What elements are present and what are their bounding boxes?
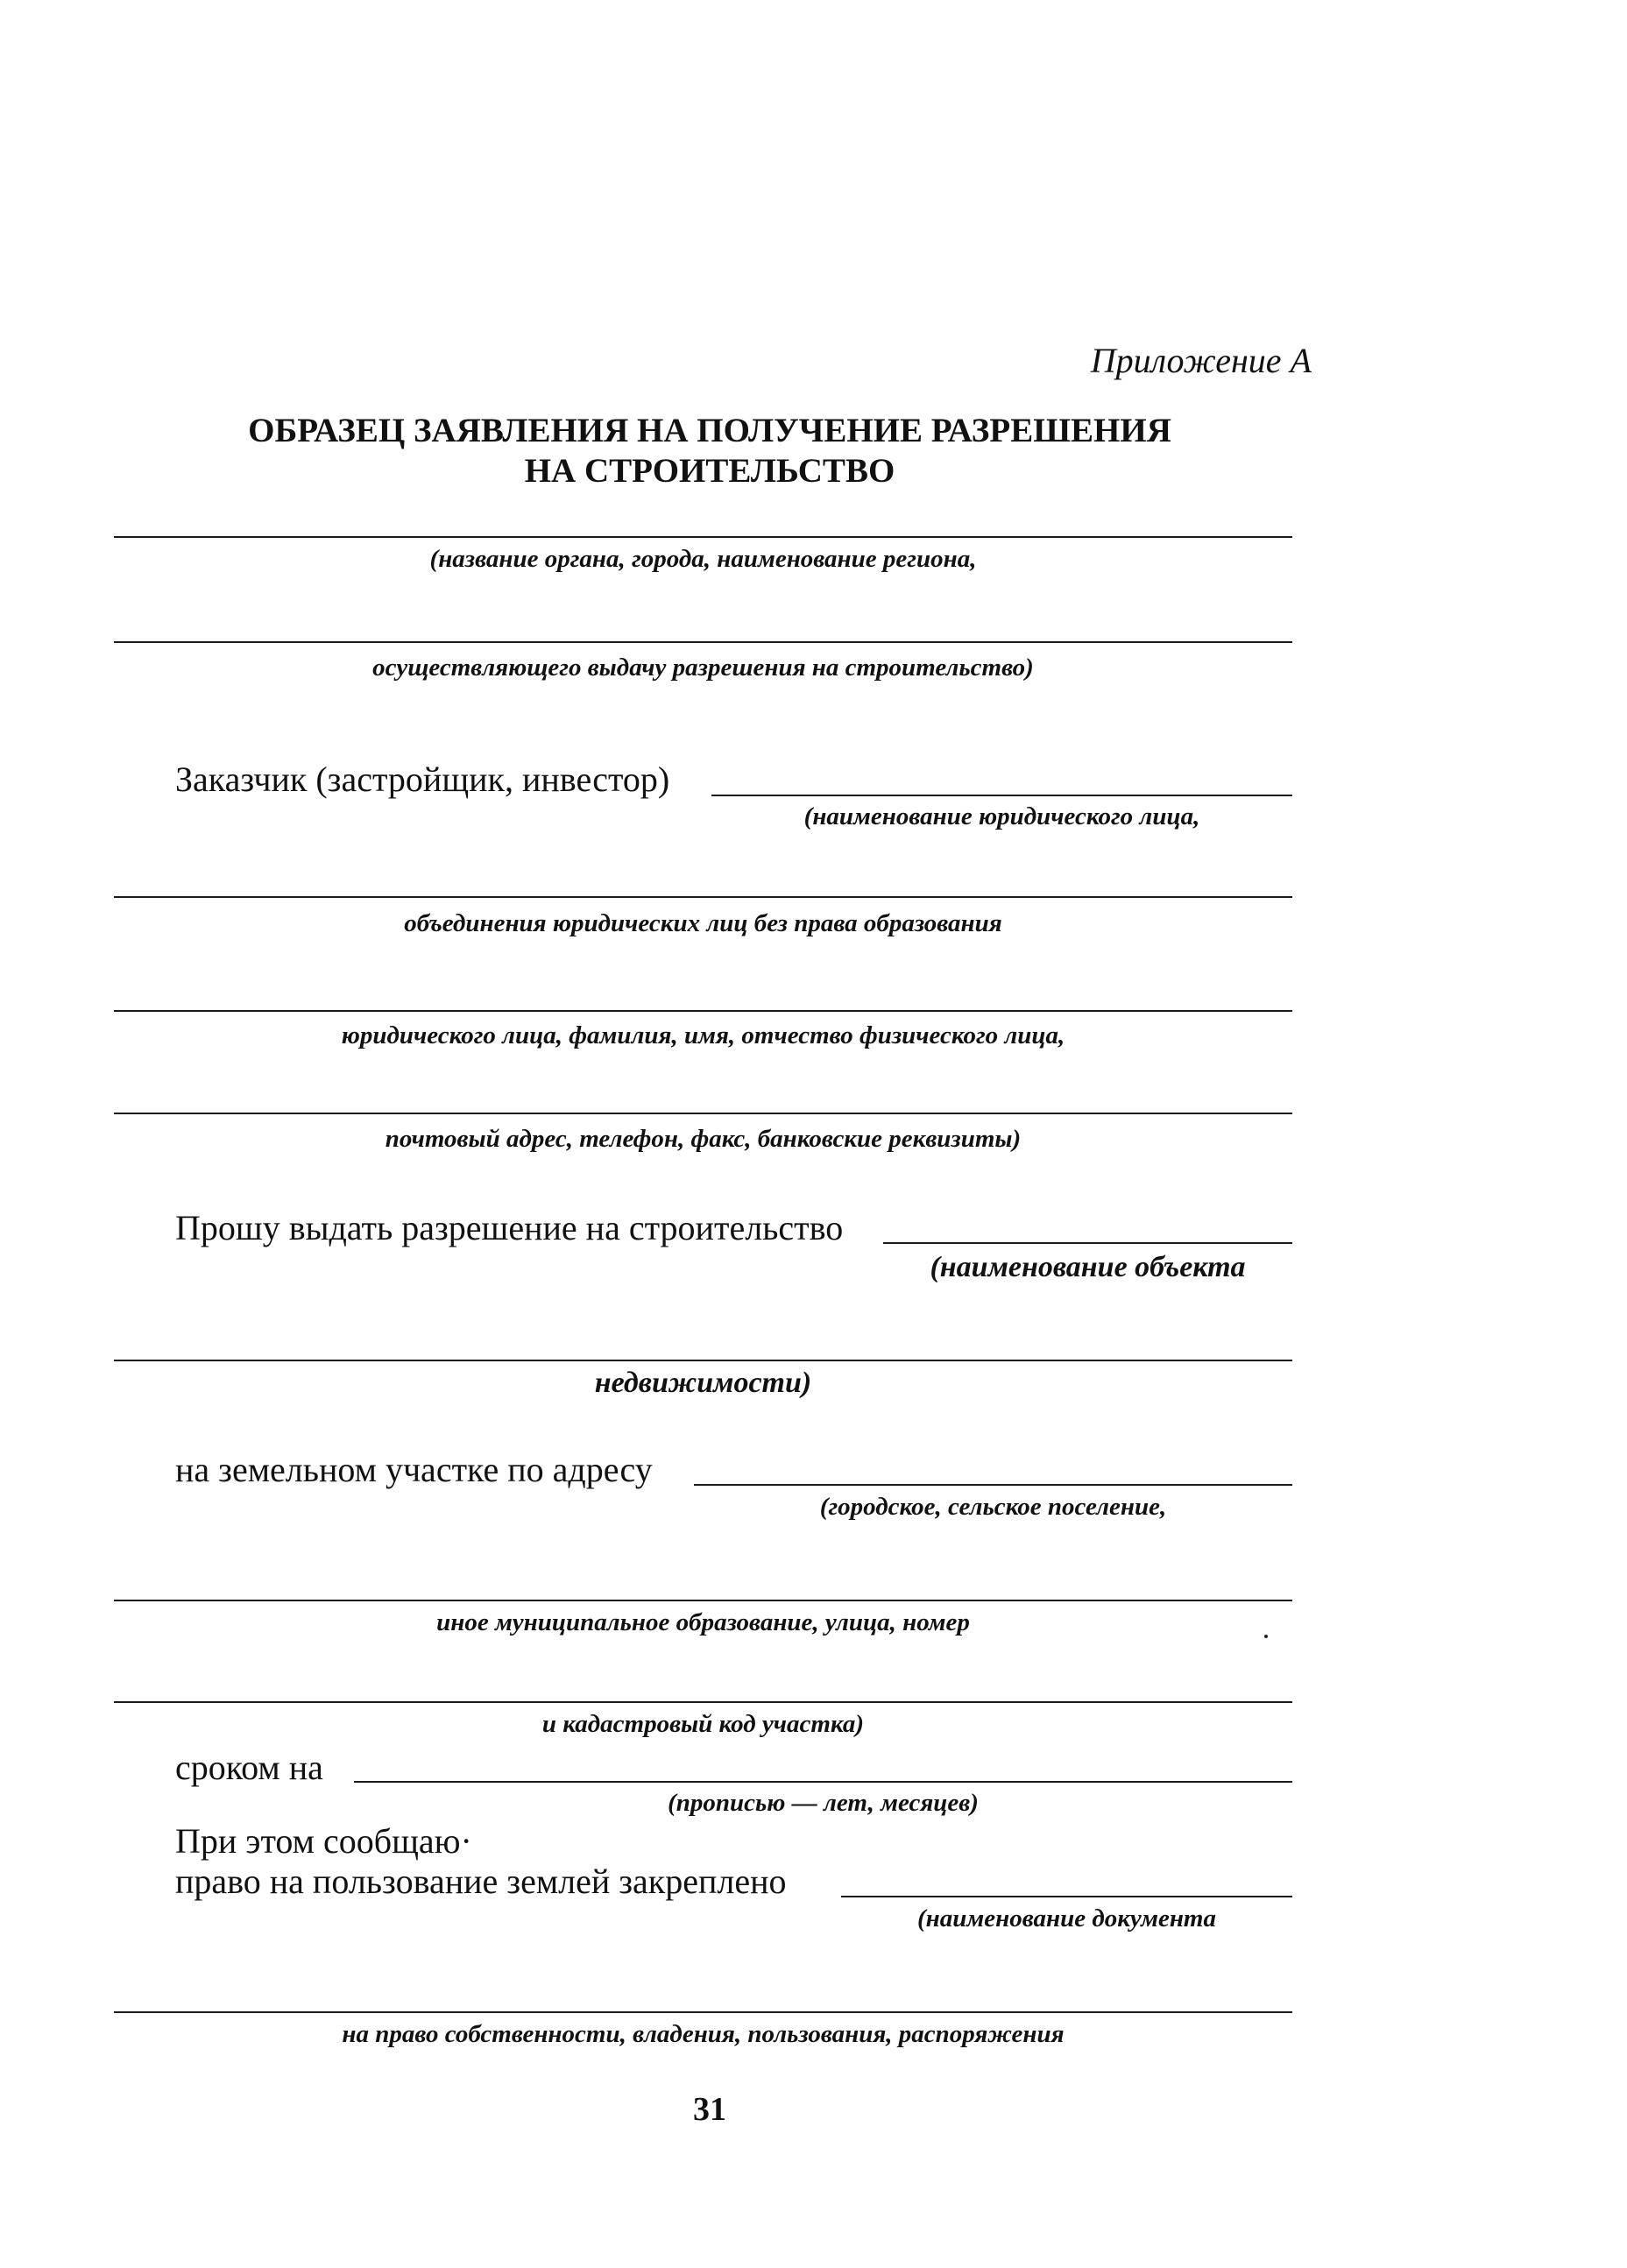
- customer-line-4: [114, 1113, 1292, 1114]
- customer-line: [711, 795, 1292, 796]
- request-line: [883, 1242, 1292, 1244]
- land-plot-line: [694, 1484, 1292, 1486]
- land-right-caption-2: на право собственности, владения, пользования, распоряжения: [342, 2020, 1065, 2048]
- land-plot-line-3: [114, 1701, 1292, 1703]
- page-number: 31: [693, 2091, 726, 2128]
- scan-speck: [1264, 1635, 1268, 1638]
- term-line: [354, 1781, 1292, 1783]
- customer-caption-3: юридического лица, фамилия, имя, отчество физического лица,: [341, 1021, 1065, 1049]
- customer-caption-2: объединения юридических лиц без права образования: [404, 909, 1002, 937]
- document-title-line1: ОБРАЗЕЦ ЗАЯВЛЕНИЯ НА ПОЛУЧЕНИЕ РАЗРЕШЕНИЯ: [248, 412, 1171, 449]
- appendix-label: Приложение А: [1090, 341, 1312, 380]
- request-label: Прошу выдать разрешение на строительство: [175, 1208, 844, 1247]
- customer-line-3: [114, 1010, 1292, 1012]
- document-title-line2: НА СТРОИТЕЛЬСТВО: [524, 452, 895, 490]
- request-caption-2: недвижимости): [594, 1367, 812, 1399]
- authority-line-1: [114, 536, 1292, 538]
- authority-line-2: [114, 641, 1292, 643]
- land-plot-caption-3: и кадастровый код участка): [541, 1710, 865, 1738]
- customer-caption-1: (наименование юридического лица,: [803, 802, 1200, 830]
- term-caption: (прописью — лет, месяцев): [668, 1789, 979, 1817]
- request-caption-1: (наименование объекта: [930, 1251, 1246, 1283]
- land-plot-label: на земельном участке по адресу: [175, 1450, 653, 1489]
- customer-line-2: [114, 896, 1292, 898]
- land-right-caption-1: (наименование документа: [917, 1904, 1216, 1932]
- term-label: сроком на: [175, 1748, 323, 1787]
- authority-caption-2: осуществляющего выдачу разрешения на строительство): [372, 654, 1034, 682]
- land-plot-caption-2: иное муниципальное образование, улица, номер: [436, 1608, 970, 1636]
- notice-label: При этом сообщаю·: [175, 1821, 472, 1861]
- customer-label: Заказчик (застройщик, инвестор): [175, 760, 670, 799]
- customer-caption-4: почтовый адрес, телефон, факс, банковские реквизиты): [385, 1125, 1022, 1153]
- request-line-2: [114, 1360, 1292, 1361]
- land-plot-line-2: [114, 1600, 1292, 1601]
- land-right-line: [841, 1896, 1292, 1897]
- land-right-line-2: [114, 2011, 1292, 2013]
- land-plot-caption-1: (городское, сельское поселение,: [819, 1493, 1167, 1521]
- authority-caption-1: (название органа, города, наименование региона,: [429, 545, 977, 573]
- land-right-label: право на пользование землей закреплено: [175, 1862, 787, 1901]
